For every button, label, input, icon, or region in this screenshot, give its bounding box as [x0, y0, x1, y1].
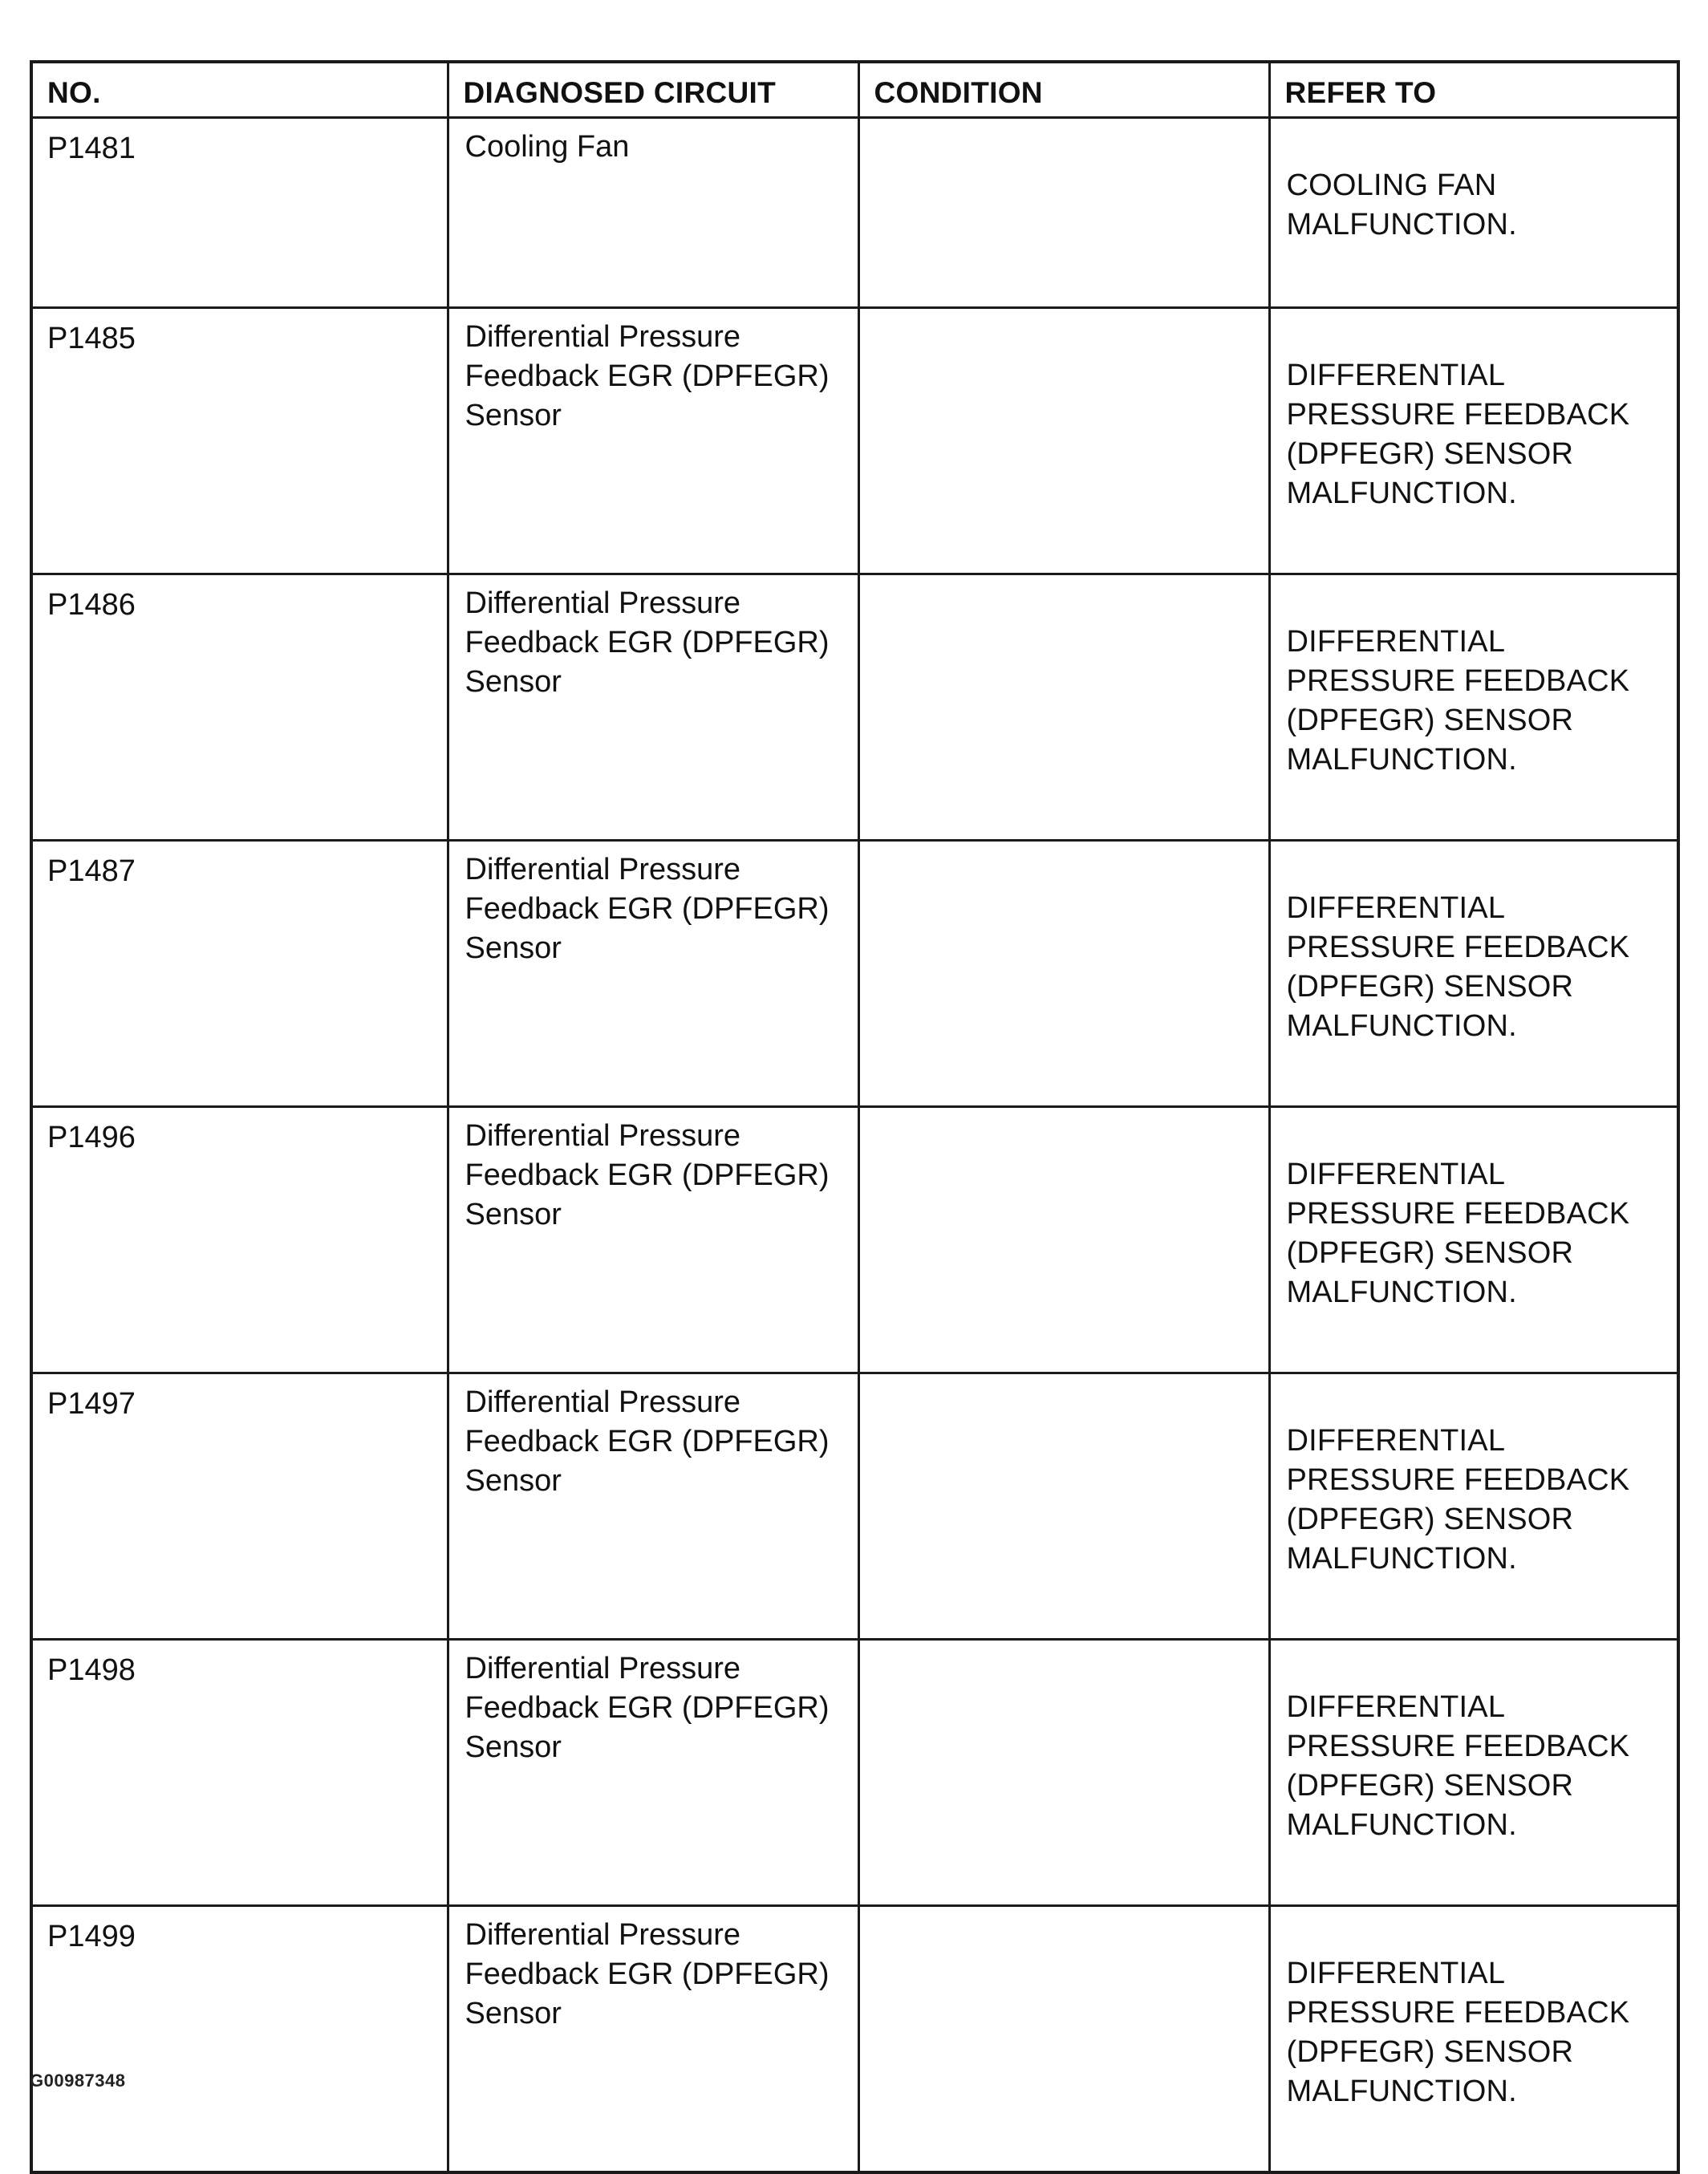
circuit-cell: Differential Pressure Feedback EGR (DPFEGR) Sensor	[448, 307, 858, 574]
table-row	[31, 1373, 1678, 1639]
figure-code: G00987348	[30, 2071, 126, 2091]
table-row	[31, 1639, 1678, 1905]
condition-cell	[858, 1905, 1269, 2172]
refer-to-cell: DIFFERENTIAL PRESSURE FEEDBACK (DPFEGR) SENSOR MALFUNCTION.	[1269, 1905, 1678, 2172]
code-cell: P1496	[31, 1106, 448, 1373]
refer-to-cell: DIFFERENTIAL PRESSURE FEEDBACK (DPFEGR) SENSOR MALFUNCTION.	[1269, 1639, 1678, 1905]
code-cell: P1498	[31, 1639, 448, 1905]
circuit-cell: Cooling Fan	[448, 117, 858, 307]
code-cell: P1487	[31, 840, 448, 1106]
header-condition: CONDITION	[858, 62, 1269, 117]
table-row	[31, 307, 1678, 574]
table-row	[31, 1905, 1678, 2172]
code-cell: P1486	[31, 574, 448, 840]
table-row	[31, 840, 1678, 1106]
refer-to-cell: DIFFERENTIAL PRESSURE FEEDBACK (DPFEGR) SENSOR MALFUNCTION.	[1269, 307, 1678, 574]
condition-cell	[858, 1106, 1269, 1373]
refer-to-cell: DIFFERENTIAL PRESSURE FEEDBACK (DPFEGR) SENSOR MALFUNCTION.	[1269, 1106, 1678, 1373]
circuit-cell: Differential Pressure Feedback EGR (DPFEGR) Sensor	[448, 574, 858, 840]
circuit-cell: Differential Pressure Feedback EGR (DPFEGR) Sensor	[448, 1639, 858, 1905]
condition-cell	[858, 307, 1269, 574]
code-cell: P1481	[31, 117, 448, 307]
header-refer-to: REFER TO	[1269, 62, 1678, 117]
circuit-cell: Differential Pressure Feedback EGR (DPFEGR) Sensor	[448, 1905, 858, 2172]
table-row	[31, 574, 1678, 840]
circuit-cell: Differential Pressure Feedback EGR (DPFEGR) Sensor	[448, 1106, 858, 1373]
condition-cell	[858, 117, 1269, 307]
header-no: NO.	[31, 62, 448, 117]
refer-to-cell: COOLING FAN MALFUNCTION.	[1269, 117, 1678, 307]
table-row	[31, 117, 1678, 307]
table-row	[31, 1106, 1678, 1373]
code-cell: P1497	[31, 1373, 448, 1639]
refer-to-cell: DIFFERENTIAL PRESSURE FEEDBACK (DPFEGR) SENSOR MALFUNCTION.	[1269, 1373, 1678, 1639]
condition-cell	[858, 1373, 1269, 1639]
condition-cell	[858, 840, 1269, 1106]
circuit-cell: Differential Pressure Feedback EGR (DPFEGR) Sensor	[448, 840, 858, 1106]
condition-cell	[858, 1639, 1269, 1905]
header-diagnosed-circuit: DIAGNOSED CIRCUIT	[448, 62, 858, 117]
refer-to-cell: DIFFERENTIAL PRESSURE FEEDBACK (DPFEGR) SENSOR MALFUNCTION.	[1269, 840, 1678, 1106]
circuit-cell: Differential Pressure Feedback EGR (DPFEGR) Sensor	[448, 1373, 858, 1639]
code-cell: P1499	[31, 1905, 448, 2172]
diagnostic-code-table	[30, 60, 1680, 2174]
code-cell: P1485	[31, 307, 448, 574]
condition-cell	[858, 574, 1269, 840]
refer-to-cell: DIFFERENTIAL PRESSURE FEEDBACK (DPFEGR) SENSOR MALFUNCTION.	[1269, 574, 1678, 840]
table-header-row	[31, 62, 1678, 117]
